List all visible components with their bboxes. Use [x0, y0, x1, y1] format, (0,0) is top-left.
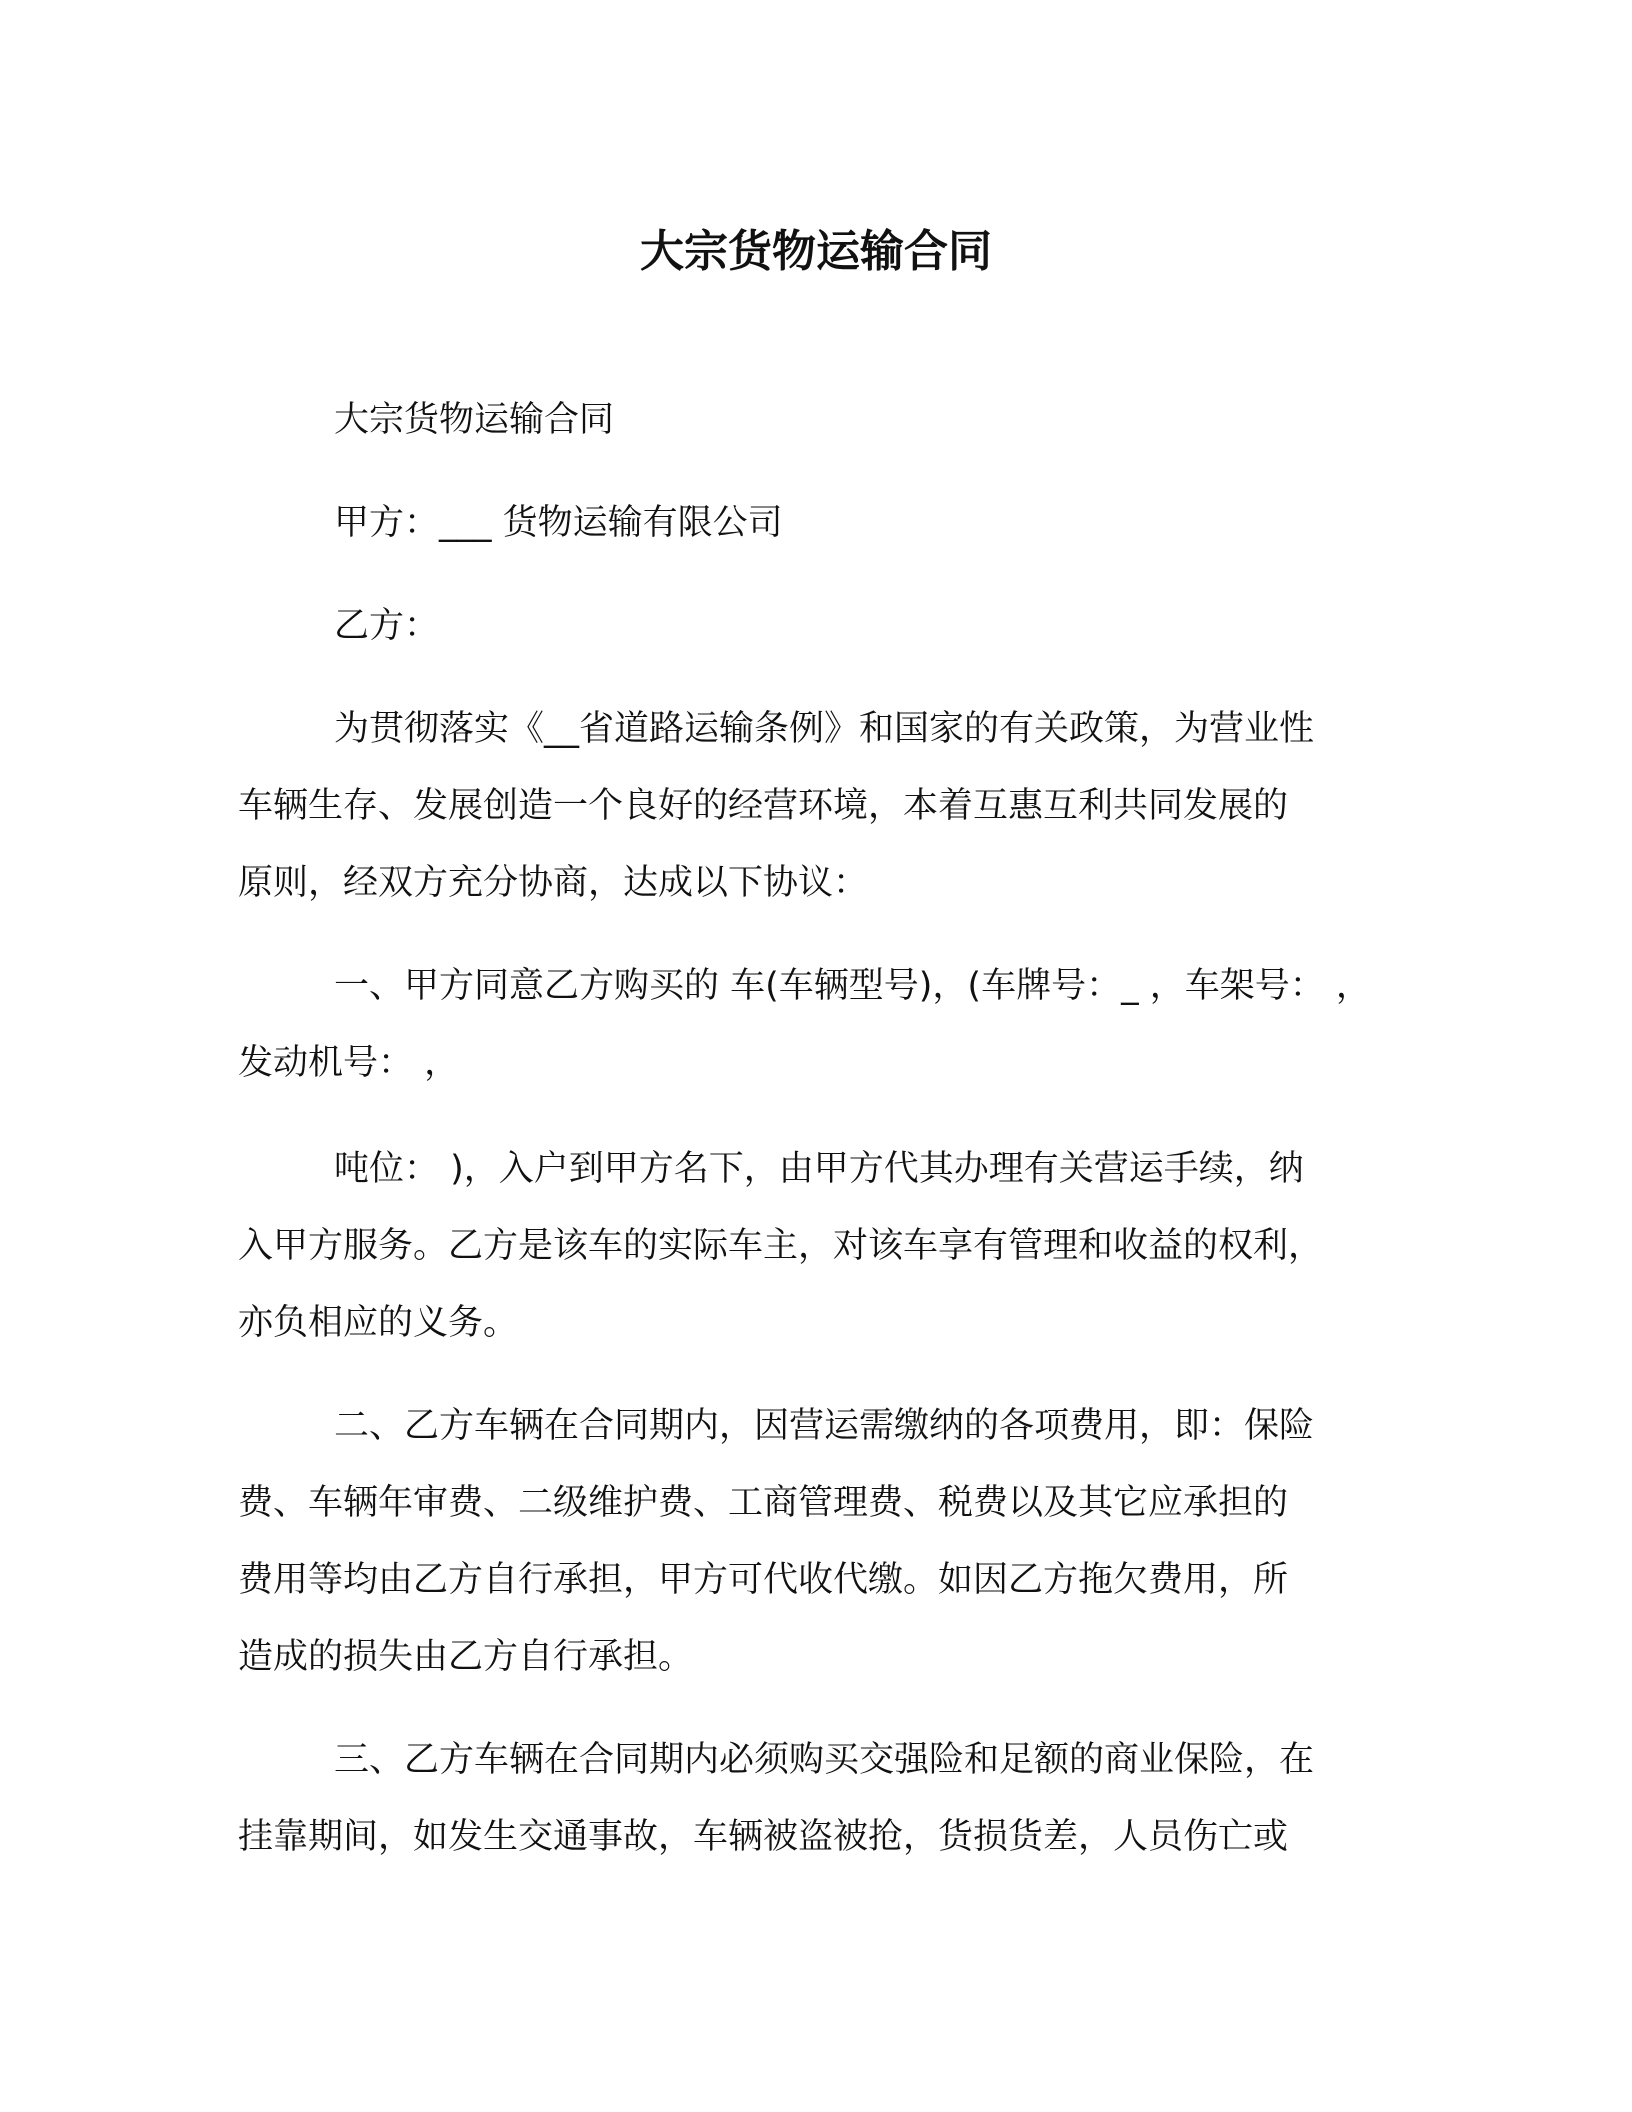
paragraph-heading	[238, 382, 1398, 459]
paragraph-line: 造成的损失由乙方自行承担。	[238, 1637, 694, 1677]
paragraph-preamble	[238, 691, 1398, 922]
paragraph-line: 费、车辆年审费、二级维护费、工商管理费、税费以及其它应承担的	[238, 1483, 1289, 1523]
paragraph-line: 车辆生存、发展创造一个良好的经营环境，本着互惠互利共同发展的	[238, 786, 1289, 826]
paragraph-line: 大宗货物运输合同	[334, 400, 615, 440]
paragraph-line: 费用等均由乙方自行承担，甲方可代收代缴。如因乙方拖欠费用，所	[238, 1560, 1289, 1600]
paragraph-line: 甲方：___ 货物运输有限公司	[334, 503, 783, 543]
paragraph-clause-3	[238, 1722, 1398, 1876]
paragraph-party-a	[238, 485, 1398, 562]
paragraph-line: 一、甲方同意乙方购买的 车(车辆型号)，(车牌号：_ ，车架号： ，	[334, 966, 1371, 1006]
document-title: 大宗货物运输合同	[640, 226, 992, 277]
paragraph-clause-2	[238, 1388, 1398, 1696]
paragraph-line: 亦负相应的义务。	[238, 1303, 519, 1343]
paragraph-line: 发动机号： ，	[238, 1043, 460, 1083]
paragraph-clause-1	[238, 948, 1398, 1102]
paragraph-clause-1-continued	[238, 1131, 1398, 1362]
paragraph-line: 乙方：	[334, 606, 440, 646]
paragraph-line: 入甲方服务。乙方是该车的实际车主，对该车享有管理和收益的权利，	[238, 1226, 1324, 1266]
paragraph-line: 挂靠期间，如发生交通事故，车辆被盗被抢，货损货差，人员伤亡或	[238, 1817, 1289, 1857]
paragraph-line: 为贯彻落实《__省道路运输条例》和国家的有关政策，为营业性	[334, 709, 1315, 749]
paragraph-line: 三、乙方车辆在合同期内必须购买交强险和足额的商业保险，在	[334, 1740, 1315, 1780]
paragraph-party-b	[238, 588, 1398, 665]
paragraph-line: 原则，经双方充分协商，达成以下协议：	[238, 863, 869, 903]
paragraph-line: 吨位： )，入户到甲方名下，由甲方代其办理有关营运手续，纳	[334, 1149, 1304, 1189]
paragraph-line: 二、乙方车辆在合同期内，因营运需缴纳的各项费用，即：保险	[334, 1406, 1315, 1446]
